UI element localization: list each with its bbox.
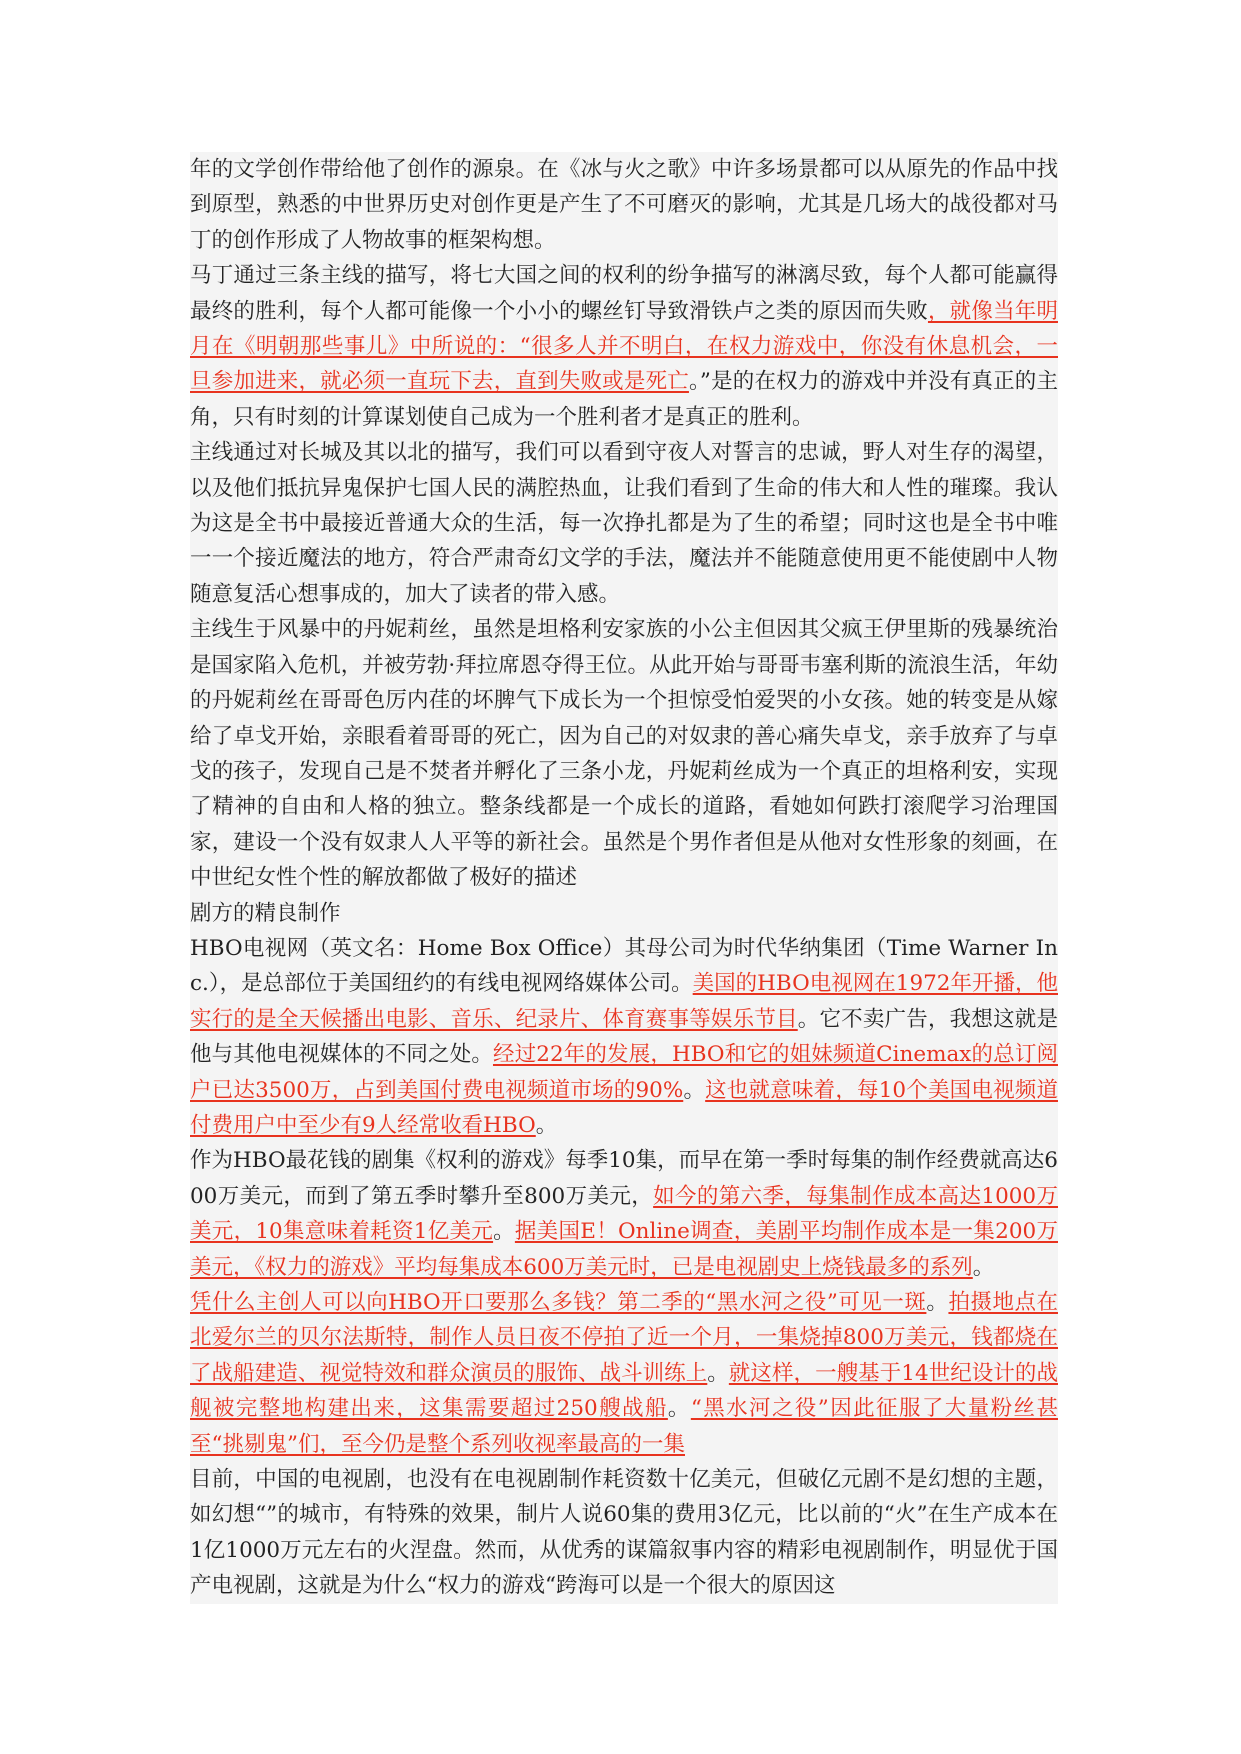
paragraph: [190, 1143, 1058, 1285]
paragraph-text: 。: [667, 1396, 691, 1422]
highlighted-text: ，就像当年明月在《明朝那些事儿》中所说的：“很多人并不明白，在权力游戏中，你没有休息机会，一旦参加进来，就必须一直玩下去，直到失败或是死亡: [190, 298, 1058, 395]
highlighted-text: 这也就意味着，每10个美国电视频道付费用户中至少有9人经常收看HBO: [190, 1077, 1058, 1138]
paragraph-text: 。: [683, 1077, 706, 1103]
highlighted-text: 拍摄地点在北爱尔兰的贝尔法斯特，制作人员日夜不停拍了近一个月，一集烧掉800万美元，钱都烧在了战船建造、视觉特效和群众演员的服饰、战斗训练上: [190, 1290, 1058, 1386]
highlighted-text: 凭什么主创人可以向HBO开口要那么多钱？第二季的“黑水河之役”可见一斑: [190, 1290, 927, 1315]
paragraph-text: 马丁通过三条主线的描写，将七大国之间的权利的纷争描写的淋漓尽致，每个人都可能赢得最终的胜利，每个人都可能像一个小小的螺丝钉导致滑铁卢之类的原因而失败: [190, 263, 1058, 324]
paragraph-text: 。”是的在权力的游戏中并没有真正的主角，只有时刻的计算谋划使自己成为一个胜利者才是真正的胜利。: [190, 369, 1058, 430]
paragraph-text: 作为HBO最花钱的剧集《权利的游戏》每季10集，而早在第一季时每集的制作经费就高达600万美元，而到了第五季时攀升至800万美元，: [190, 1148, 1058, 1209]
paragraph: [190, 258, 1058, 435]
highlighted-text: 就这样，一艘基于14世纪设计的战舰被完整地构建出来，这集需要超过250艘战船: [190, 1360, 1058, 1422]
paragraph-text: 。: [493, 1219, 515, 1245]
paragraph: [190, 435, 1058, 612]
paragraph: [190, 152, 1058, 258]
paragraph: [190, 1462, 1058, 1604]
paragraph-text: HBO电视网（英文名：Home Box Office）其母公司为时代华纳集团（Time Warner Inc.），是总部位于美国纽约的有线电视网络媒体公司。: [190, 935, 1058, 997]
paragraph-text: 。: [926, 1290, 949, 1315]
paragraph-text: 年的文学创作带给他了创作的源泉。在《冰与火之歌》中许多场景都可以从原先的作品中找到原型，熟悉的中世界历史对创作更是产生了不可磨灭的影响，尤其是几场大的战役都对马丁的创作形成了人物故事的框架构想。: [190, 157, 1058, 253]
paragraph: [190, 1285, 1058, 1462]
paragraph-text: 。: [707, 1360, 729, 1386]
highlighted-text: 经过22年的发展，HBO和它的姐妹频道Cinemax的总订阅户已达3500万，占到美国付费电视频道市场的90%: [190, 1042, 1058, 1103]
highlighted-text: 美国的HBO电视网在1972年开播，他实行的是全天候播出电影、音乐、纪录片、体育赛事等娱乐节目: [190, 971, 1058, 1032]
document-page: [190, 152, 1058, 1604]
section-heading: [190, 896, 1058, 931]
paragraph-text: 。它不卖广告，我想这就是他与其他电视媒体的不同之处。: [190, 1006, 1058, 1068]
paragraph-text: 主线通过对长城及其以北的描写，我们可以看到守夜人对誓言的忠诚，野人对生存的渴望，以及他们抵抗异鬼保护七国人民的满腔热血，让我们看到了生命的伟大和人性的璀璨。我认为这是全书中最接近普通大众的生活，每一次挣扎都是为了生的希望；同时这也是全书中唯一一个接近魔法的地方，符合严肃奇幻文学的手法，魔法并不能随意使用更不能使剧中人物随意复活心想事成的，加大了读者的带入感。: [190, 440, 1058, 607]
heading-text: 剧方的精良制作: [190, 900, 341, 926]
paragraph: [190, 612, 1058, 895]
paragraph: [190, 931, 1058, 1143]
highlighted-text: “黑水河之役”因此征服了大量粉丝甚至“挑剔鬼”们，至今仍是整个系列收视率最高的一集: [190, 1396, 1058, 1457]
highlighted-text: 如今的第六季，每集制作成本高达1000万美元，10集意味着耗资1亿美元: [190, 1183, 1058, 1245]
paragraph-text: 主线生于风暴中的丹妮莉丝，虽然是坦格利安家族的小公主但因其父疯王伊里斯的残暴统治是国家陷入危机，并被劳勃·拜拉席恩夺得王位。从此开始与哥哥韦塞利斯的流浪生活，年幼的丹妮莉丝在哥哥色厉内荏的坏脾气下成长为一个担惊受怕爱哭的小女孩。她的转变是从嫁给了卓戈开始，亲眼看着哥哥的死亡，因为自己的对奴隶的善心痛失卓戈，亲手放弃了与卓戈的孩子，发现自己是不焚者并孵化了三条小龙，丹妮莉丝成为一个真正的坦格利安，实现了精神的自由和人格的独立。整条线都是一个成长的道路，看她如何跌打滚爬学习治理国家，建设一个没有奴隶人人平等的新社会。虽然是个男作者但是从他对女性形象的刻画，在中世纪女性个性的解放都做了极好的描述: [190, 617, 1058, 891]
paragraph-text: 目前，中国的电视剧，也没有在电视剧制作耗资数十亿美元，但破亿元剧不是幻想的主题，如幻想“”的城市，有特殊的效果，制片人说60集的费用3亿元，比以前的“火”在生产成本在1亿1000万元左右的火涅盘。然而，从优秀的谋篇叙事内容的精彩电视剧制作，明显优于国产电视剧，这就是为什么“权力的游戏“跨海可以是一个很大的原因这: [190, 1467, 1058, 1599]
paragraph-text: 。: [972, 1254, 995, 1280]
highlighted-text: 据美国E！Online调查，美剧平均制作成本是一集200万美元，《权力的游戏》平均每集成本600万美元时，已是电视剧史上烧钱最多的系列: [190, 1219, 1058, 1280]
paragraph-text: 。: [535, 1112, 558, 1138]
